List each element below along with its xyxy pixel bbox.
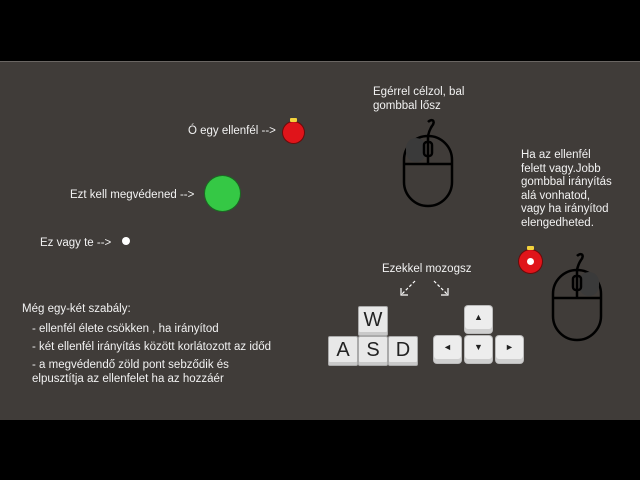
enemy-sample — [283, 122, 304, 143]
move-label: Ezekkel mozogsz — [382, 263, 472, 275]
tutorial-panel — [0, 61, 640, 420]
key-d: D — [388, 336, 418, 366]
key-a: A — [328, 336, 358, 366]
dashed-arrow-left-icon — [398, 280, 418, 298]
key-arrow-down — [465, 336, 492, 363]
rule-item: - a megvédendő zöld pont sebződik és elpusztítja az ellenfelet ha az hozzáér — [32, 359, 229, 385]
key-arrow-right — [496, 336, 523, 363]
rule-item: - két ellenfél irányítás között korlátozott az időd — [32, 341, 272, 353]
aim-label: Egérrel célzol, bal gombbal lősz — [373, 86, 465, 112]
enemy-cap-icon — [527, 246, 534, 250]
arrow-left-icon: ◄ — [443, 342, 452, 352]
enemy-controlled-sample — [519, 250, 542, 273]
key-w: W — [358, 306, 388, 336]
arrow-right-icon: ► — [505, 342, 514, 352]
controlled-marker-icon — [527, 258, 534, 265]
player-label: Ez vagy te --> — [40, 237, 112, 249]
rule-item: - ellenfél élete csökken , ha irányítod — [32, 323, 219, 335]
player-dot — [122, 237, 130, 245]
protect-label: Ezt kell megvédened --> — [70, 189, 195, 201]
arrow-down-icon: ▼ — [474, 342, 483, 352]
dashed-arrow-right-icon — [432, 280, 452, 298]
mouse-right-click-icon — [551, 252, 603, 344]
mouse-left-click-icon — [402, 118, 454, 210]
enemy-cap-icon — [290, 118, 297, 122]
key-arrow-up — [465, 306, 492, 333]
protect-target — [205, 176, 240, 211]
enemy-label: Ó egy ellenfél --> — [188, 125, 276, 137]
key-s: S — [358, 336, 388, 366]
rules-title: Még egy-két szabály: — [22, 303, 131, 315]
arrow-up-icon: ▲ — [474, 312, 483, 322]
key-arrow-left — [434, 336, 461, 363]
control-label: Ha az ellenfél felett vagy.Jobb gombbal irányítás alá vonhatod, vagy ha irányítod elengedheted. — [521, 149, 612, 229]
